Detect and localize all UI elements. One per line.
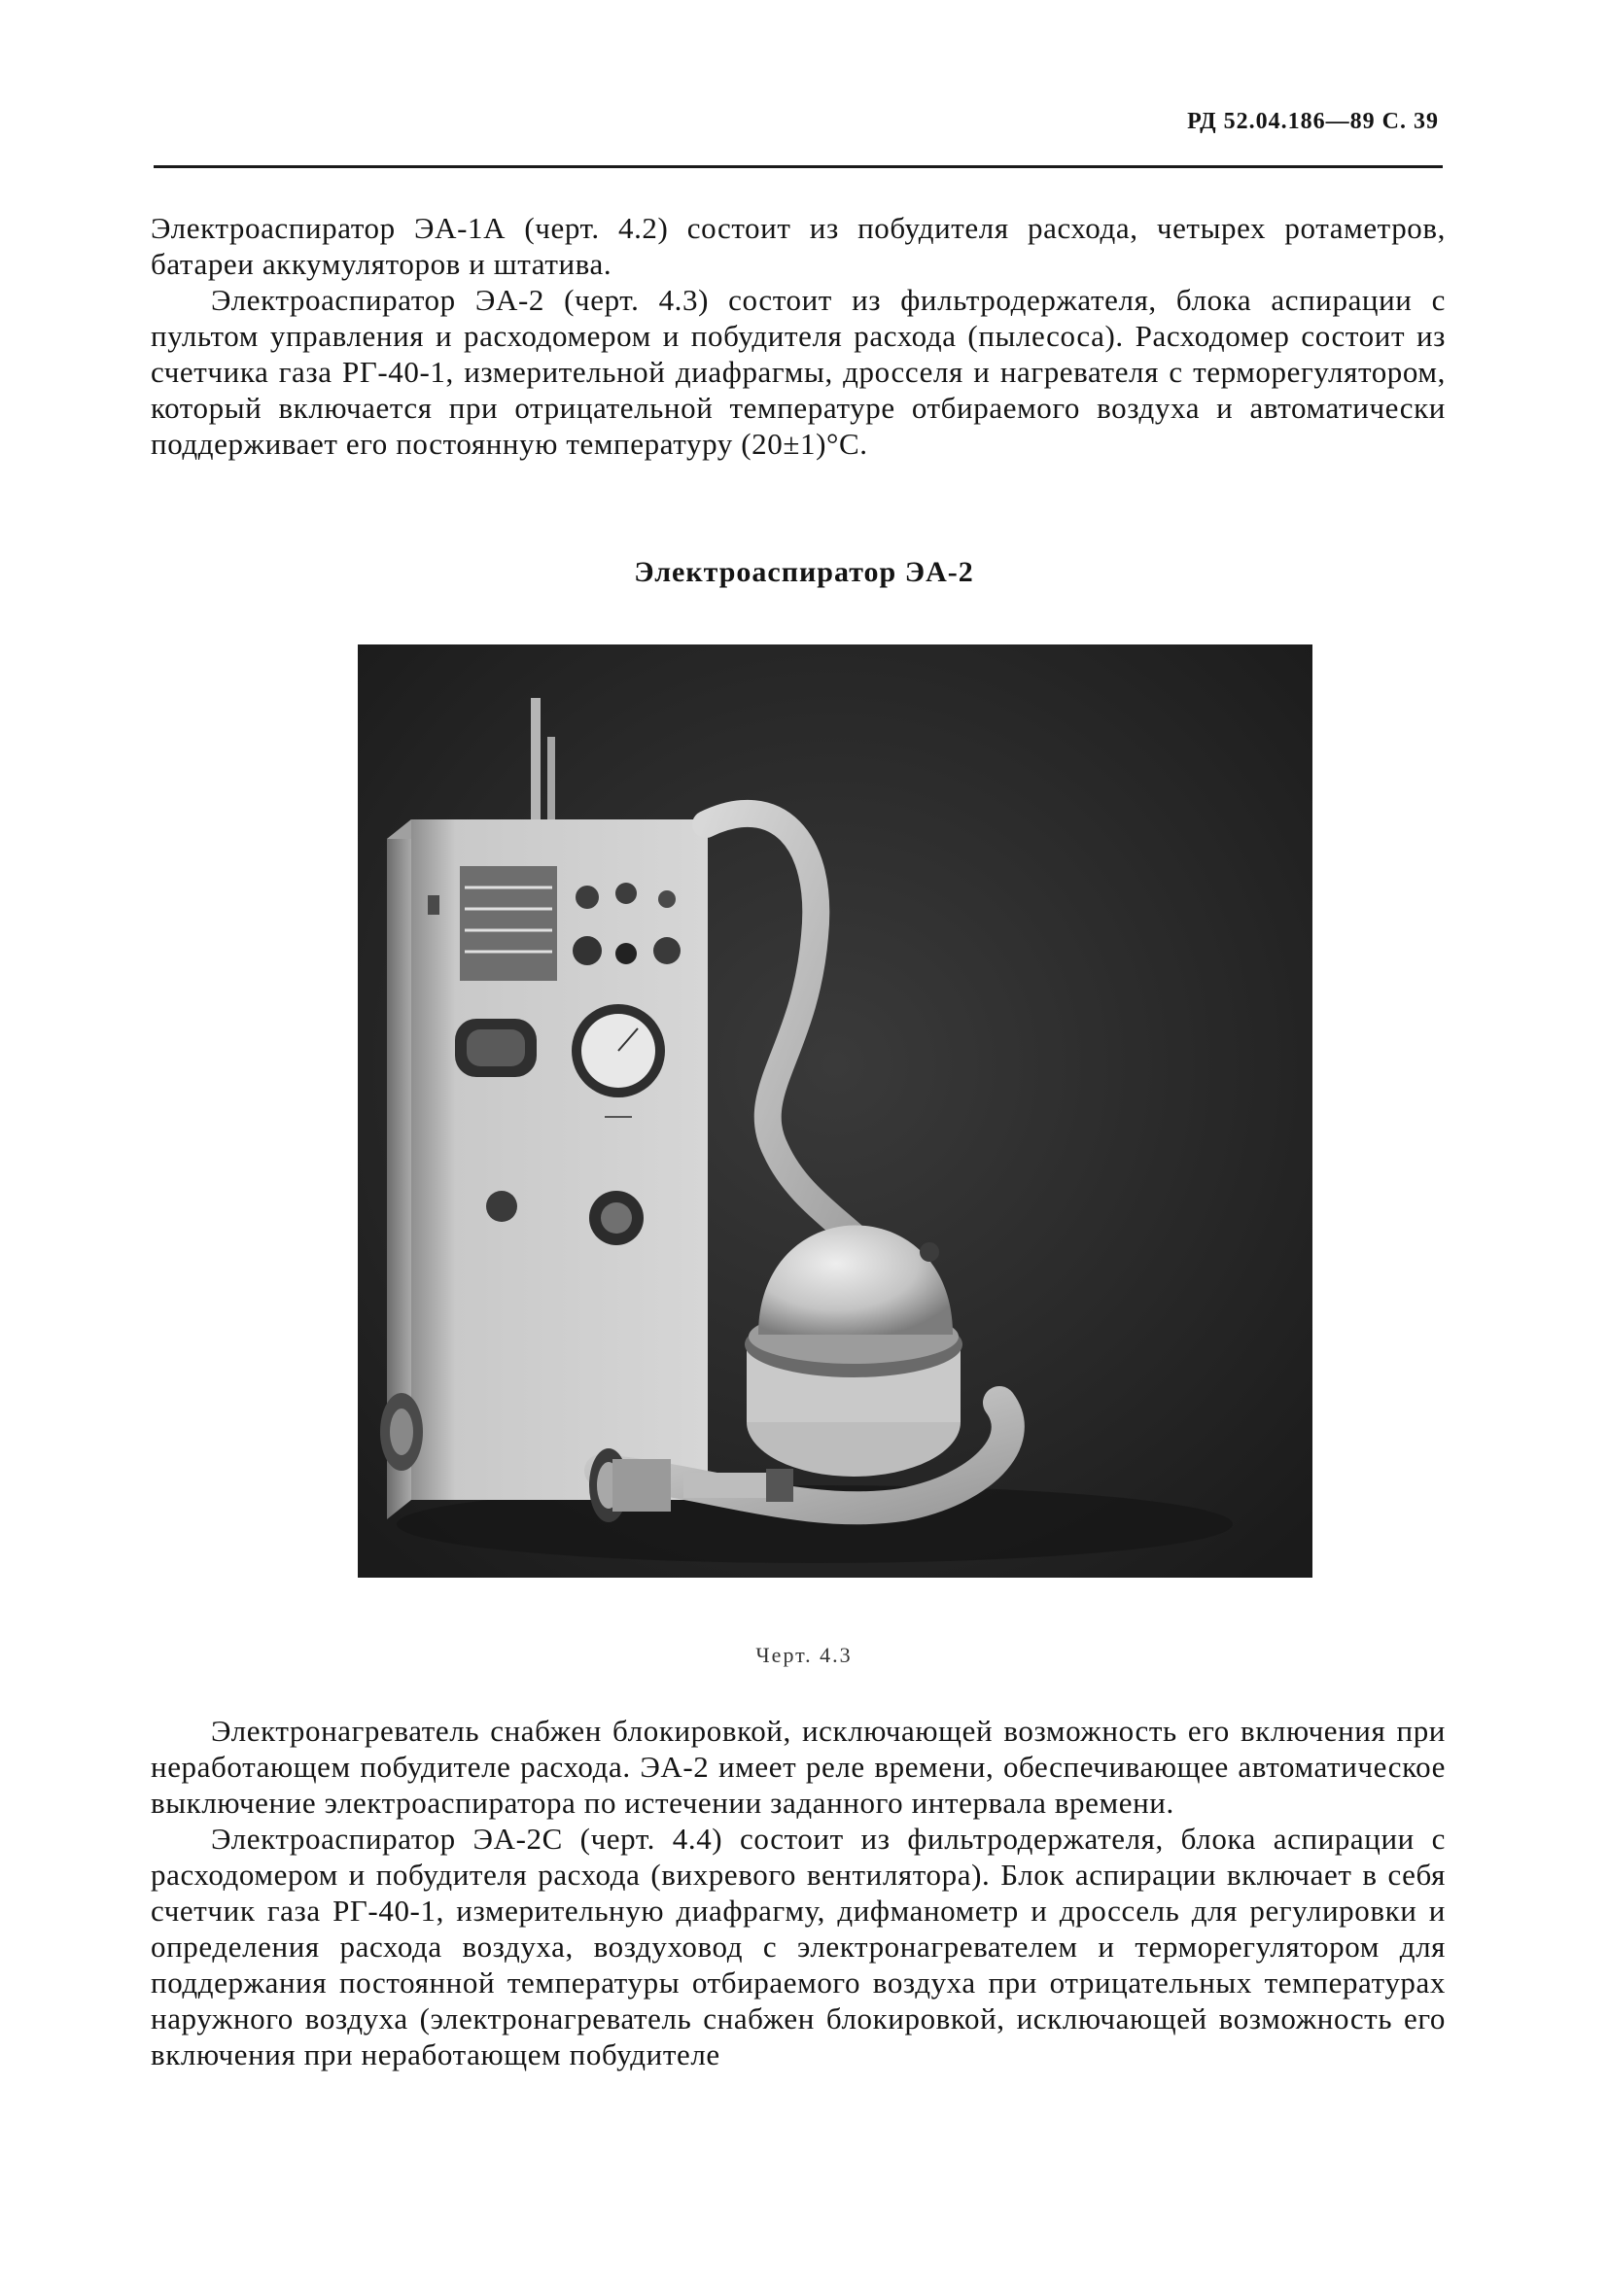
paragraph-ea-2c: Электроаспиратор ЭА-2С (черт. 4.4) состоит из фильтродержателя, блока аспирации с расходомером и побудителя расхода (вихревого вентилятора). Блок аспирации включает в себя счетчик газа РГ-40-1, измерительную диафрагму, дифманометр и дроссель для регулировки и определения расхода воздуха, воздуховод с электронагревателем и терморегулятором для поддержания постоянной температуры отбираемого воздуха при отрицательных температурах наружного воздуха (электронагреватель снабжен блокировкой, исключающей возможность его включения при неработающем побудителе bbox=[151, 1822, 1446, 2071]
figure-title: Электроаспиратор ЭА-2 bbox=[634, 556, 974, 588]
paragraph-ea-2: Электроаспиратор ЭА-2 (черт. 4.3) состоит из фильтродержателя, блока аспирации с пультом управления и расходомером и побудителя расхода (пылесоса). Расходомер состоит из счетчика газа РГ-40-1, измерительной диафрагмы, дросселя и нагревателя с терморегулятором, который включается при отрицательной температуре отбираемого воздуха и автоматически поддерживает его постоянную температуру (20±1)°С. bbox=[151, 283, 1446, 461]
paragraph-heater: Электронагреватель снабжен блокировкой, исключающей возможность его включения при неработающем побудителе расхода. ЭА-2 имеет реле времени, обеспечивающее автоматическое выключение электроаспиратора по истечении заданного интервала времени. bbox=[151, 1714, 1446, 1820]
paragraph-ea-1a: Электроаспиратор ЭА-1А (черт. 4.2) состоит из побудителя расхода, четырех ротаметров, батареи аккумуляторов и штатива. bbox=[151, 211, 1446, 281]
figure-caption: Черт. 4.3 bbox=[755, 1643, 853, 1667]
top-text bbox=[151, 210, 1446, 462]
device-photo bbox=[358, 644, 1312, 1578]
header-rule bbox=[154, 165, 1443, 168]
aspirator-illustration bbox=[358, 644, 1312, 1578]
bottom-text bbox=[151, 1713, 1446, 2072]
running-head: РД 52.04.186—89 С. 39 bbox=[1187, 109, 1439, 134]
